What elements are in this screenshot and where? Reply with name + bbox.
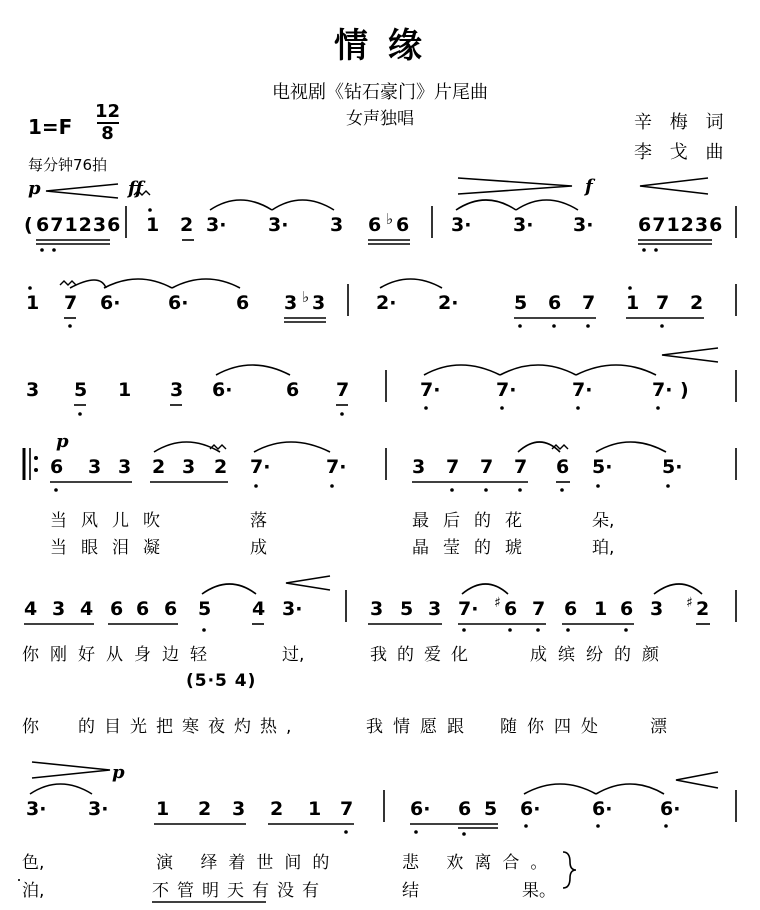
high-octave-dot [28, 286, 32, 290]
low-octave-dot [560, 488, 564, 492]
note: 2· [376, 292, 397, 314]
lyric-verse1: 当风儿吹 [50, 511, 174, 531]
slur [210, 200, 272, 210]
note: 7 [480, 456, 494, 478]
note: 6 [50, 456, 64, 478]
note: 6 [136, 598, 150, 620]
note: 7 [532, 598, 546, 620]
dynamic-piano-verse: p [56, 431, 69, 452]
crescendo-hairpin [286, 576, 330, 590]
note-group: 671236 [638, 214, 724, 236]
note: 7· [652, 379, 673, 401]
note: 5· [592, 456, 613, 478]
low-octave-dot [660, 324, 664, 328]
low-octave-dot [78, 412, 82, 416]
note: 5 [74, 379, 88, 401]
verse-bracket [563, 852, 576, 888]
composer-credit: 李 戈 曲 [634, 142, 730, 163]
slur [654, 584, 702, 594]
song-title: 情 缘 [334, 26, 426, 66]
note: 3 [118, 456, 132, 478]
low-octave-dot [450, 488, 454, 492]
low-octave-dot [666, 484, 670, 488]
low-octave-dot [344, 830, 348, 834]
note: 3 [650, 598, 664, 620]
repeat-dot [34, 468, 38, 472]
note: 2· [438, 292, 459, 314]
note: 2 [696, 598, 710, 620]
note: 6 [504, 598, 518, 620]
low-octave-dot [586, 324, 590, 328]
high-octave-dot [628, 286, 632, 290]
crescendo-hairpin [676, 772, 718, 788]
note: 3 [170, 379, 184, 401]
note: 6 [110, 598, 124, 620]
note: 6 [286, 379, 300, 401]
note: 5 [514, 292, 528, 314]
slur [172, 279, 240, 288]
note: 6 [164, 598, 178, 620]
note: 3 [330, 214, 344, 236]
note: 3· [513, 214, 534, 236]
lyric-verse2: 你 [22, 717, 39, 737]
lyric-verse1: 悲 欢离合。 [402, 853, 559, 873]
low-octave-dot [462, 628, 466, 632]
low-octave-dot [40, 248, 44, 252]
time-signature-bottom: 8 [101, 123, 114, 144]
slur [596, 442, 666, 452]
note: 3· [451, 214, 472, 236]
lyricist-credit: 辛 梅 词 [634, 112, 730, 133]
lyric-verse2: 我情愿跟 [366, 717, 474, 737]
note: 3· [282, 598, 303, 620]
low-octave-dot [576, 406, 580, 410]
low-octave-dot [414, 830, 418, 834]
note: 1 [626, 292, 640, 314]
note: 6· [212, 379, 233, 401]
lyric-verse2: 果。 [522, 881, 556, 901]
dynamic-fortissimo: ff [128, 178, 143, 199]
note: 3 [182, 456, 196, 478]
lyric-verse1: 你刚好从身边轻 [22, 645, 218, 665]
low-octave-dot [656, 406, 660, 410]
note: 6 [564, 598, 578, 620]
note: 6 [556, 456, 570, 478]
note: 7· [326, 456, 347, 478]
lyric-verse1: 我的爱化 [370, 645, 478, 665]
low-octave-dot [654, 248, 658, 252]
key-signature: 1=F [28, 115, 73, 139]
note: 5 [198, 598, 212, 620]
note: 7 [340, 798, 354, 820]
low-octave-dot [518, 324, 522, 328]
low-octave-dot [52, 248, 56, 252]
note: 3 [312, 292, 326, 314]
note: ) [680, 379, 689, 401]
note: 7 [656, 292, 670, 314]
time-signature-top: 12 [95, 101, 121, 122]
low-octave-dot [596, 824, 600, 828]
low-octave-dot [340, 412, 344, 416]
note: 4 [80, 598, 94, 620]
slur [154, 442, 220, 452]
slur [456, 200, 516, 210]
note: 6· [592, 798, 613, 820]
note: 3 [412, 456, 426, 478]
lyric-verse1: 成缤纷的颜 [530, 645, 670, 665]
note: 3 [232, 798, 246, 820]
lyric-verse2: 漂 [650, 717, 667, 737]
note: 3· [88, 798, 109, 820]
low-octave-dot [566, 628, 570, 632]
lyric-verse2: 结 [402, 881, 419, 901]
note: 7· [420, 379, 441, 401]
slur [380, 279, 442, 288]
low-octave-dot [68, 324, 72, 328]
sharp-sign: ♯ [686, 595, 693, 611]
note: 3· [268, 214, 289, 236]
alternate-notes: (5·5 4) [186, 671, 257, 691]
note: 1 [118, 379, 132, 401]
dynamic-forte: f [585, 176, 593, 197]
low-octave-dot [642, 248, 646, 252]
low-octave-dot [508, 628, 512, 632]
note: 1 [146, 214, 160, 236]
note: 2 [198, 798, 212, 820]
note: 3 [428, 598, 442, 620]
low-octave-dot [500, 406, 504, 410]
note: 3 [26, 379, 40, 401]
note-group: 671236 [36, 214, 122, 236]
note: 6 [396, 214, 410, 236]
song-subtitle: 电视剧《钻石豪门》片尾曲 [272, 82, 488, 103]
lyric-verse1: 色, [22, 853, 45, 873]
note: 2 [214, 456, 228, 478]
note: 3· [573, 214, 594, 236]
slur [462, 584, 508, 594]
note: 7 [514, 456, 528, 478]
lyric-verse2: 晶莹的琥 [412, 538, 536, 558]
slur [596, 784, 664, 794]
note: 3 [52, 598, 66, 620]
lyric-verse1: 过, [282, 645, 305, 665]
dynamic-piano-chorus: p [112, 762, 125, 783]
note: 7 [446, 456, 460, 478]
note: 2 [270, 798, 284, 820]
note: 3· [206, 214, 227, 236]
note: 7 [582, 292, 596, 314]
note: 2 [690, 292, 704, 314]
note: 1 [308, 798, 322, 820]
lyric-verse2: 随你四处 [500, 717, 608, 737]
note: 5· [662, 456, 683, 478]
lyric-verse2: 不管明天有没有 [152, 881, 327, 901]
slur [524, 784, 596, 794]
lyric-verse2: 成 [250, 538, 267, 558]
low-octave-dot [424, 406, 428, 410]
slur [202, 584, 256, 594]
performance-type: 女声独唱 [346, 109, 414, 129]
lyric-verse2: 当眼泪凝 [50, 538, 174, 558]
note: 2 [152, 456, 166, 478]
slur [424, 365, 500, 375]
crescendo-hairpin [640, 178, 708, 194]
note: 5 [400, 598, 414, 620]
low-octave-dot [254, 484, 258, 488]
note: 4 [252, 598, 266, 620]
low-octave-dot [664, 824, 668, 828]
low-octave-dot [518, 488, 522, 492]
note: 6· [520, 798, 541, 820]
note: 6 [458, 798, 472, 820]
slur [516, 200, 578, 210]
low-octave-dot [552, 324, 556, 328]
low-octave-dot [462, 832, 466, 836]
note: ( [24, 214, 33, 236]
note: 3 [284, 292, 298, 314]
slur [500, 365, 576, 375]
note: 4 [24, 598, 38, 620]
note: 3· [26, 798, 47, 820]
mordent [552, 445, 568, 449]
mordent [60, 281, 76, 285]
slur [216, 365, 290, 375]
note: 7 [336, 379, 350, 401]
note: 6 [548, 292, 562, 314]
low-octave-dot [536, 628, 540, 632]
flat-sign: ♭ [386, 210, 394, 228]
decrescendo-hairpin [662, 348, 718, 362]
low-octave-dot [484, 488, 488, 492]
lyric-verse2: 泊, [22, 881, 45, 901]
lyric-verse1: 最后的花 [412, 511, 536, 531]
note: 6 [368, 214, 382, 236]
lyric-verse2: 的目光把寒夜灼热, [78, 717, 301, 737]
lyric-verse1: 落 [250, 511, 267, 531]
lyric-verse2: 珀, [592, 538, 615, 558]
high-octave-dot [148, 208, 152, 212]
slur [104, 279, 172, 288]
low-octave-dot [596, 484, 600, 488]
note: 3 [88, 456, 102, 478]
low-octave-dot [54, 488, 58, 492]
note: 3 [370, 598, 384, 620]
decrescendo-hairpin [458, 178, 572, 194]
slur [30, 784, 92, 794]
low-octave-dot [624, 628, 628, 632]
note: 6· [100, 292, 121, 314]
note: 7· [496, 379, 517, 401]
note: 7· [250, 456, 271, 478]
low-octave-dot [330, 484, 334, 488]
note: 6· [168, 292, 189, 314]
note: 2 [180, 214, 194, 236]
flat-sign: ♭ [302, 288, 310, 306]
note: 6 [620, 598, 634, 620]
low-octave-dot [202, 628, 206, 632]
crescendo-hairpin [46, 184, 118, 198]
note: 7· [572, 379, 593, 401]
low-octave-dot [524, 824, 528, 828]
tempo-marking: 每分钟76拍 [28, 156, 108, 174]
lyric-verse1: 演 绎着世间的 [156, 853, 341, 873]
note: 7 [64, 292, 78, 314]
dynamic-piano: p [28, 178, 41, 199]
note: 1 [156, 798, 170, 820]
note: 5 [484, 798, 498, 820]
slur [272, 200, 334, 210]
note: 1 [594, 598, 608, 620]
decrescendo-hairpin [32, 762, 110, 778]
note: 1 [26, 292, 40, 314]
mordent [134, 191, 150, 195]
note: 6· [410, 798, 431, 820]
note: 6 [236, 292, 250, 314]
slur [576, 365, 656, 375]
repeat-dot [34, 456, 38, 460]
note: 6· [660, 798, 681, 820]
note: 7· [458, 598, 479, 620]
sharp-sign: ♯ [494, 595, 501, 611]
slur [254, 442, 330, 452]
lyric-verse1: 朵, [592, 511, 615, 531]
